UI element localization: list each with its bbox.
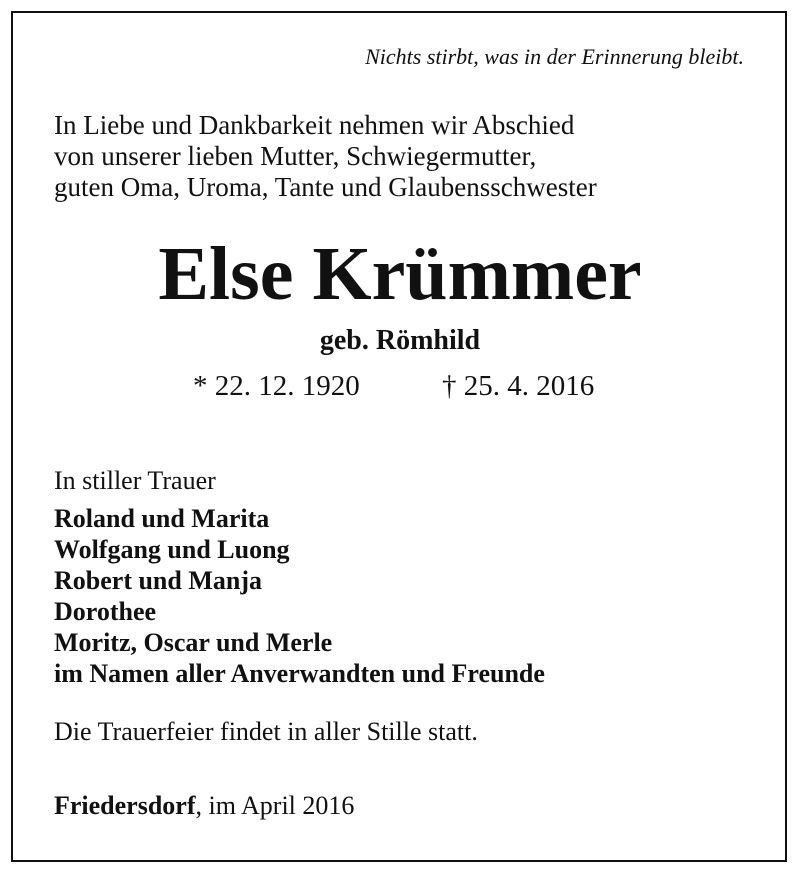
family-line-2: Wolfgang und Luong	[54, 535, 290, 564]
mourning-label: In stiller Trauer	[54, 466, 216, 495]
place-date-text: , im April 2016	[195, 791, 355, 820]
family-line-3: Robert und Manja	[54, 566, 263, 595]
motto-quote: Nichts stirbt, was in der Erinnerung bleibt.	[365, 44, 744, 69]
family-line-4: Dorothee	[54, 597, 157, 626]
family-line-5: Moritz, Oscar und Merle	[54, 628, 333, 657]
place-name: Friedersdorf	[54, 791, 196, 820]
intro-line-1: In Liebe und Dankbarkeit nehmen wir Abschied	[54, 110, 575, 140]
intro-line-3: guten Oma, Uroma, Tante und Glaubensschwester	[54, 172, 597, 202]
intro-line-2: von unserer lieben Mutter, Schwiegermutter,	[54, 141, 537, 171]
deceased-name: Else Krümmer	[158, 232, 642, 316]
family-line-6: im Namen aller Anverwandten und Freunde	[54, 659, 545, 688]
place-date	[54, 791, 354, 821]
death-date: † 25. 4. 2016	[442, 370, 595, 402]
birth-date: * 22. 12. 1920	[193, 370, 360, 402]
service-note: Die Trauerfeier findet in aller Stille statt.	[54, 717, 478, 746]
family-line-1: Roland und Marita	[54, 504, 270, 533]
birth-name: geb. Römhild	[319, 325, 481, 356]
